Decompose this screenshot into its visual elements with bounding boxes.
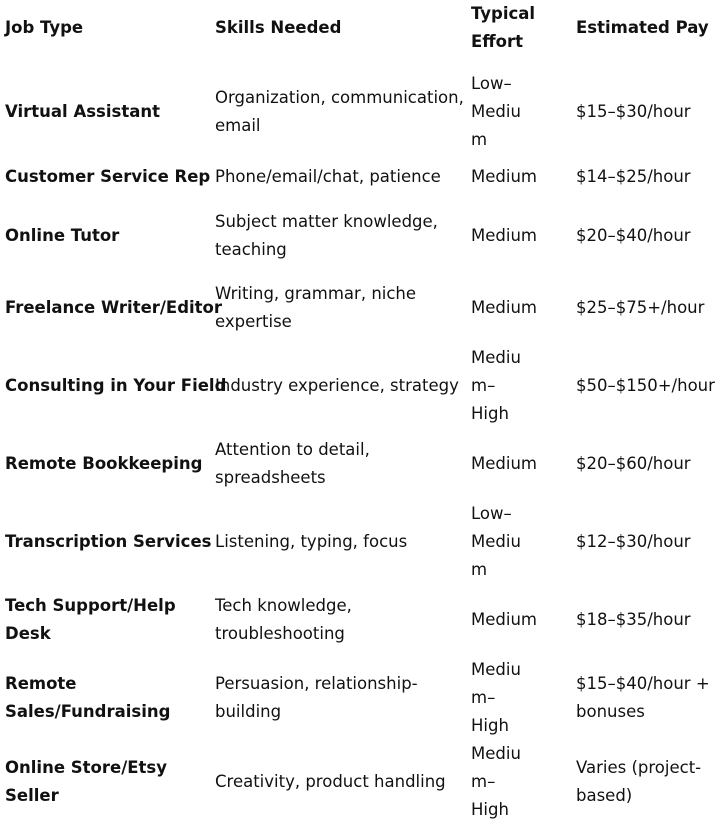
cell-pay: $14–$25/hour xyxy=(576,167,691,186)
header-row xyxy=(0,0,722,56)
header-typical-effort: Typical Effort xyxy=(471,4,536,51)
cell-pay: $18–$35/hour xyxy=(576,610,691,629)
cell-effort: Medium–High xyxy=(471,660,521,735)
table-row xyxy=(0,740,722,824)
cell-effort: Low–Medium xyxy=(471,74,521,149)
cell-skills: Listening, typing, focus xyxy=(215,532,408,551)
cell-skills: Industry experience, strategy xyxy=(215,376,459,395)
table-row xyxy=(0,154,722,200)
cell-effort: Medium–High xyxy=(471,744,521,819)
cell-skills: Subject matter knowledge, teaching xyxy=(215,212,438,259)
header-skills-needed: Skills Needed xyxy=(215,18,342,37)
cell-effort: Medium–High xyxy=(471,348,521,423)
cell-pay: $20–$60/hour xyxy=(576,454,691,473)
cell-job-type: Virtual Assistant xyxy=(5,102,160,121)
table-header xyxy=(0,0,722,56)
cell-job-type: Freelance Writer/Editor xyxy=(5,298,223,317)
cell-skills: Attention to detail, spreadsheets xyxy=(215,440,370,487)
table-row xyxy=(0,344,722,428)
cell-job-type: Remote Bookkeeping xyxy=(5,454,203,473)
cell-pay: $12–$30/hour xyxy=(576,532,691,551)
table-row xyxy=(0,56,722,154)
table-row xyxy=(0,656,722,740)
table-row xyxy=(0,428,722,500)
cell-job-type: Online Tutor xyxy=(5,226,120,245)
cell-job-type: Online Store/Etsy Seller xyxy=(5,758,167,805)
header-estimated-pay: Estimated Pay xyxy=(576,18,709,37)
cell-effort: Medium xyxy=(471,610,537,629)
cell-effort: Medium xyxy=(471,167,537,186)
table-row xyxy=(0,500,722,584)
cell-job-type: Transcription Services xyxy=(5,532,212,551)
table-row xyxy=(0,584,722,656)
cell-pay: $15–$40/hour + bonuses xyxy=(576,674,710,721)
cell-job-type: Remote Sales/Fundraising xyxy=(5,674,171,721)
cell-effort: Medium xyxy=(471,454,537,473)
cell-job-type: Consulting in Your Field xyxy=(5,376,227,395)
cell-skills: Persuasion, relationship-building xyxy=(215,674,418,721)
cell-pay: $20–$40/hour xyxy=(576,226,691,245)
cell-skills: Creativity, product handling xyxy=(215,772,446,791)
table-body xyxy=(0,56,722,824)
cell-pay: $50–$150+/hour xyxy=(576,376,715,395)
cell-job-type: Customer Service Rep xyxy=(5,167,211,186)
cell-skills: Organization, communication, email xyxy=(215,88,464,135)
cell-effort: Medium xyxy=(471,298,537,317)
header-job-type: Job Type xyxy=(5,18,84,37)
cell-pay: Varies (project-based) xyxy=(576,758,702,805)
cell-effort: Medium xyxy=(471,226,537,245)
cell-skills: Phone/email/chat, patience xyxy=(215,167,441,186)
cell-skills: Writing, grammar, niche expertise xyxy=(215,284,417,331)
cell-pay: $25–$75+/hour xyxy=(576,298,705,317)
table-row xyxy=(0,200,722,272)
cell-skills: Tech knowledge, troubleshooting xyxy=(215,596,352,643)
table-row xyxy=(0,272,722,344)
cell-job-type: Tech Support/Help Desk xyxy=(5,596,176,643)
cell-pay: $15–$30/hour xyxy=(576,102,691,121)
cell-effort: Low–Medium xyxy=(471,504,521,579)
